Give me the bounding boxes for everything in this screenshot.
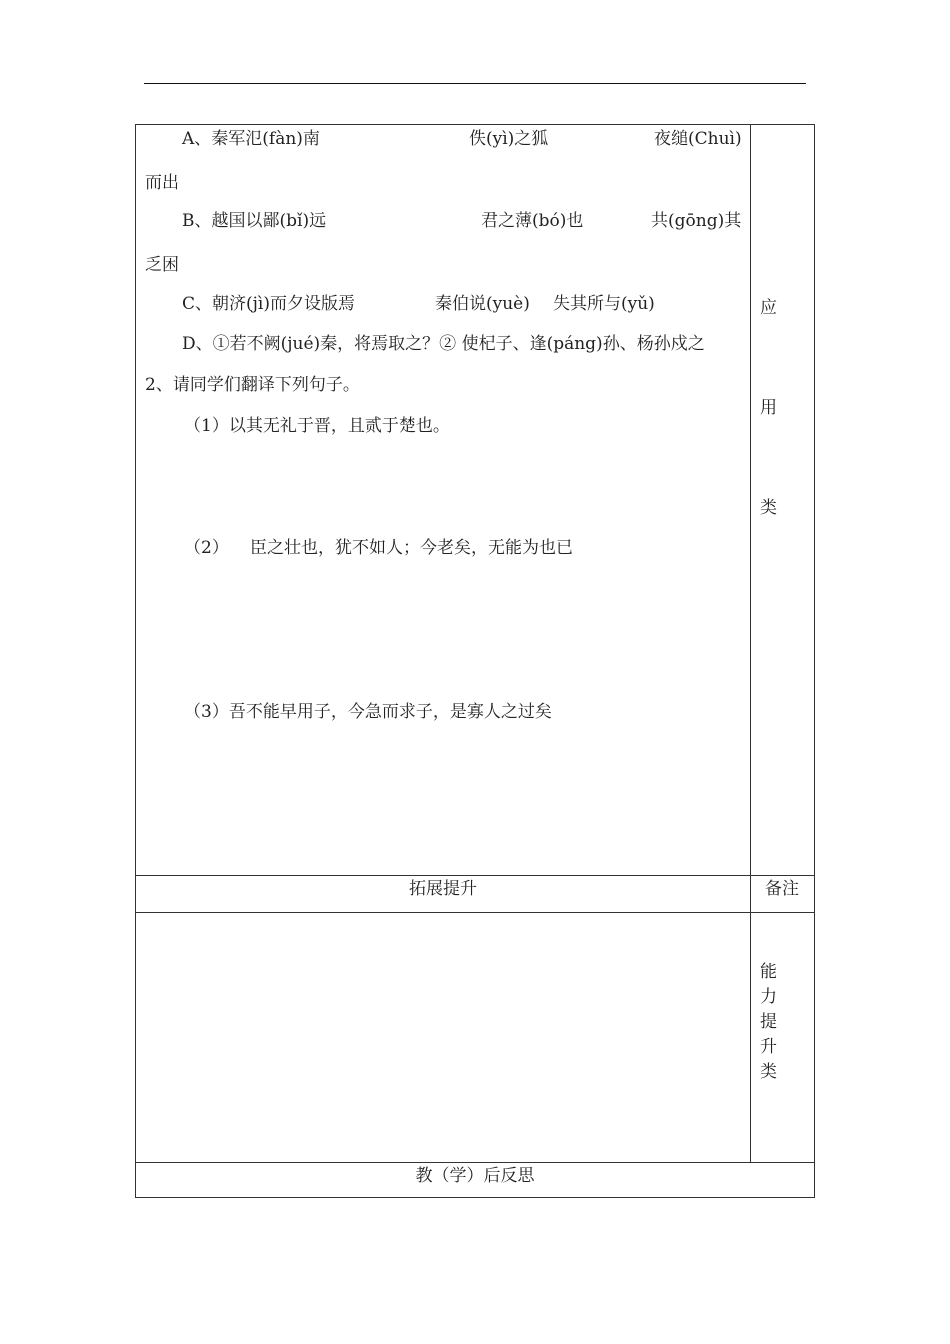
q1-option-a-cont: 而出 xyxy=(145,173,179,193)
category-char-1: 应 xyxy=(760,298,777,318)
q1-option-c-mid: 秦伯说(yuè) xyxy=(435,294,530,314)
q1-option-a: A、秦军氾(fàn)南 xyxy=(182,129,320,149)
category-char-2: 用 xyxy=(760,398,777,418)
row-divider xyxy=(136,1162,814,1163)
q1-option-a-mid: 佚(yì)之狐 xyxy=(469,129,549,149)
row-divider xyxy=(136,875,814,876)
column-divider xyxy=(750,912,751,1162)
header-rule xyxy=(144,83,806,84)
q1-option-b-mid: 君之薄(bó)也 xyxy=(481,211,584,231)
q1-option-d: D、①若不阙(jué)秦，将焉取之？② 使杞子、逢(páng)孙、杨孙戍之 xyxy=(182,334,705,354)
q2-sentence-3: （3）吾不能早用子，今急而求子，是寡人之过矣 xyxy=(184,702,552,722)
category-ability: 能力提升类 xyxy=(760,962,777,1082)
q2-sentence-2-number: （2） xyxy=(184,538,229,558)
q1-option-b-cont: 乏困 xyxy=(145,255,179,275)
lesson-table xyxy=(135,124,815,1198)
q1-option-a-right: 夜缒(Chuì) xyxy=(654,129,742,149)
row-divider xyxy=(136,912,814,913)
q1-option-c-right: 失其所与(yǔ) xyxy=(553,294,655,314)
q2-sentence-2: 臣之壮也，犹不如人；今老矣，无能为也已 xyxy=(250,538,573,558)
column-divider xyxy=(750,125,751,875)
section-reflection-heading: 教（学）后反思 xyxy=(415,1166,535,1186)
section-extension-heading: 拓展提升 xyxy=(409,879,477,899)
q1-option-b-right: 共(gōng)其 xyxy=(651,211,742,231)
q2-sentence-1: （1）以其无礼于晋，且贰于楚也。 xyxy=(184,416,450,436)
q1-option-c: C、朝济(jì)而夕设版焉 xyxy=(182,294,355,314)
q2-title: 2、请同学们翻译下列句子。 xyxy=(145,375,360,395)
category-char-3: 类 xyxy=(760,498,777,518)
remark-heading: 备注 xyxy=(765,879,799,899)
q1-option-b: B、越国以鄙(bǐ)远 xyxy=(182,211,327,231)
